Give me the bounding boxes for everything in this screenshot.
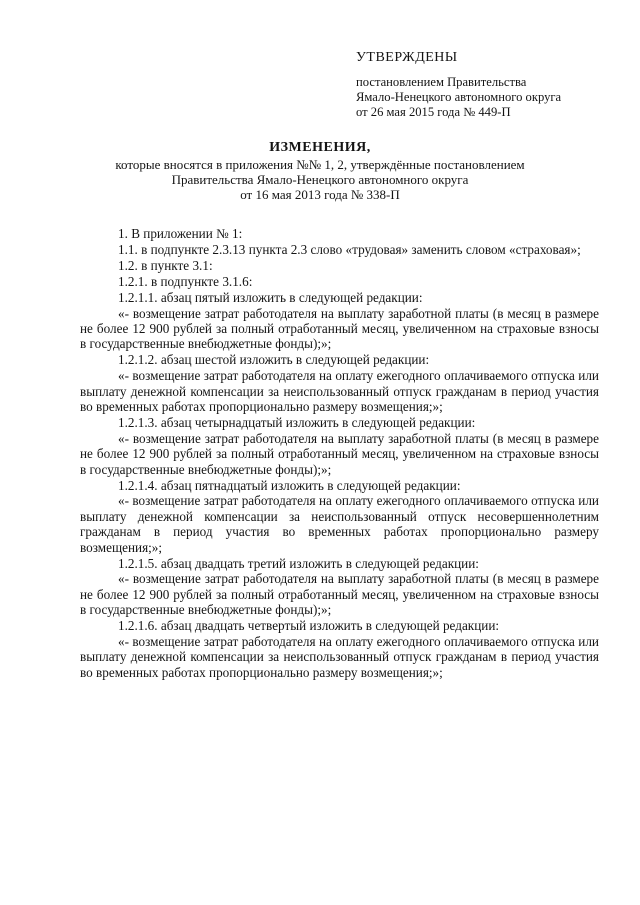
approval-line: Ямало-Ненецкого автономного округа (356, 90, 562, 104)
paragraph: «- возмещение затрат работодателя на выплату заработной платы (в месяц в размере не более 12 900 рублей за полный отработанный месяц, увеличенном на страховые взносы в государственные внебюджетные фонды);»; (80, 571, 599, 618)
paragraph: «- возмещение затрат работодателя на оплату ежегодного оплачиваемого отпуска или выплату денежной компенсации за неиспользованный отпуск гражданам в период участия во временных работах пропорционально размеру возмещения;»; (80, 634, 599, 680)
paragraph: «- возмещение затрат работодателя на выплату заработной платы (в месяц в размере не более 12 900 рублей за полный отработанный месяц, увеличенном на страховые взносы в государственные внебюджетные фонды);»; (80, 305, 599, 352)
paragraph: 1. В приложении № 1: (118, 226, 243, 241)
document-title-block (0, 140, 640, 202)
paragraph: 1.2. в пункте 3.1: (118, 257, 213, 273)
approval-heading: УТВЕРЖДЕНЫ (356, 50, 458, 65)
paragraph: 1.1. в подпункте 2.3.13 пункта 2.3 слово «трудовая» заменить словом «страховая»; (118, 241, 581, 257)
approval-line: от 26 мая 2015 года № 449-П (356, 105, 511, 119)
document-subtitle-line: Правительства Ямало-Ненецкого автономного округа (171, 172, 469, 187)
approval-stamp (356, 50, 626, 120)
paragraph: 1.2.1.3. абзац четырнадцатый изложить в следующей редакции: (118, 414, 476, 430)
document-subtitle-line: которые вносятся в приложения №№ 1, 2, утверждённые постановлением (115, 157, 525, 172)
paragraph: «- возмещение затрат работодателя на оплату ежегодного оплачиваемого отпуска или выплату денежной компенсации за неиспользованный отпуск несовершеннолетним гражданам в период участия во временных работах пропорционально размеру возмещения;»; (80, 493, 599, 555)
paragraph: 1.2.1.1. абзац пятый изложить в следующей редакции: (118, 289, 423, 305)
paragraph: 1.2.1.4. абзац пятнадцатый изложить в следующей редакции: (118, 477, 461, 493)
paragraph: 1.2.1.5. абзац двадцать третий изложить в следующей редакции: (118, 555, 479, 571)
paragraph: «- возмещение затрат работодателя на выплату заработной платы (в месяц в размере не более 12 900 рублей за полный отработанный месяц, увеличенном на страховые взносы в государственные внебюджетные фонды);»; (80, 430, 599, 477)
document-body (80, 226, 599, 681)
paragraph: 1.2.1.2. абзац шестой изложить в следующей редакции: (118, 352, 430, 368)
paragraph: «- возмещение затрат работодателя на оплату ежегодного оплачиваемого отпуска или выплату денежной компенсации за неиспользованный отпуск гражданам в период участия во временных работах пропорционально размеру возмещения;»; (80, 368, 599, 414)
document-title: ИЗМЕНЕНИЯ, (269, 140, 371, 155)
paragraph: 1.2.1.6. абзац двадцать четвертый изложить в следующей редакции: (118, 618, 500, 634)
paragraph: 1.2.1. в подпункте 3.1.6: (118, 273, 253, 289)
approval-line: постановлением Правительства (356, 75, 527, 89)
document-subtitle-line: от 16 мая 2013 года № 338-П (240, 187, 400, 202)
